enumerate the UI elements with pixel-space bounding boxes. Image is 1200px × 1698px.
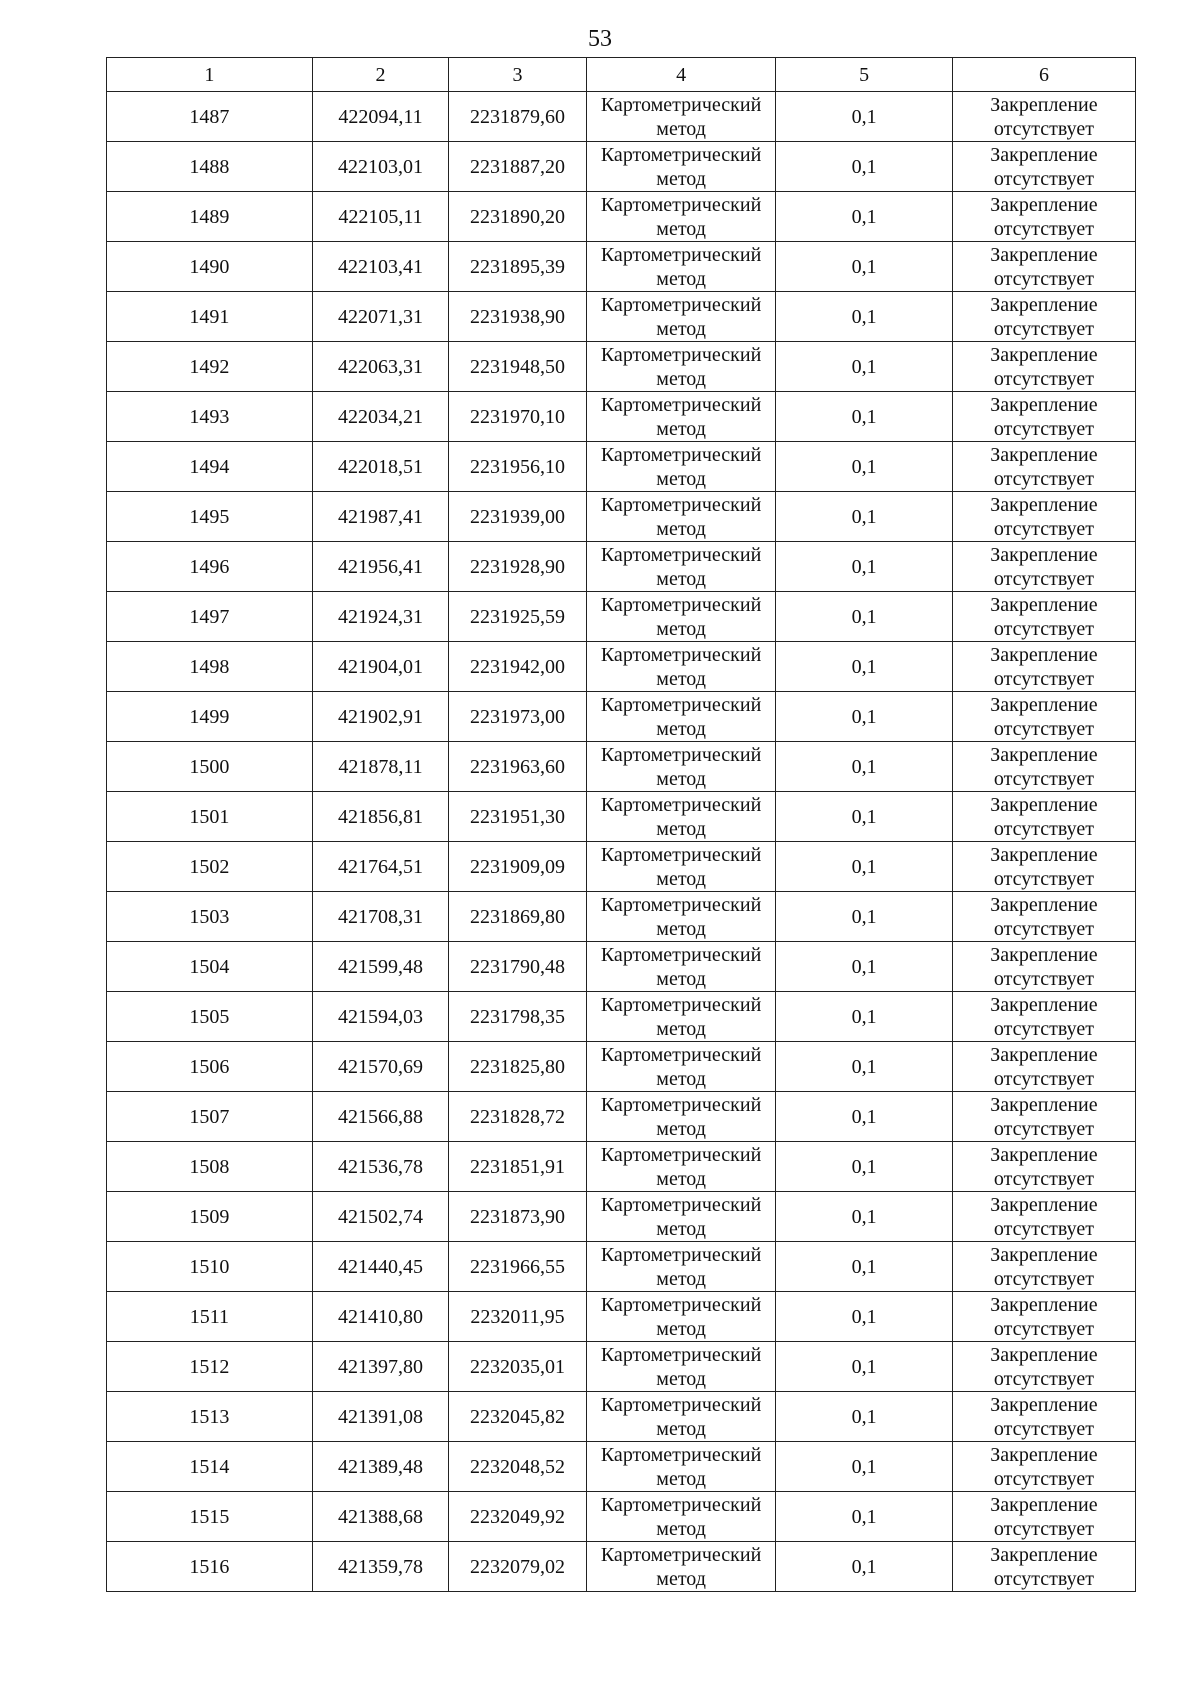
point-number-cell: 1503 (107, 892, 313, 942)
fixing-cell: Закрепление отсутствует (952, 842, 1135, 892)
y-coordinate-cell: 2231948,50 (449, 342, 587, 392)
x-coordinate-cell: 421389,48 (312, 1442, 448, 1492)
fixing-cell: Закрепление отсутствует (952, 1242, 1135, 1292)
point-number-cell: 1505 (107, 992, 313, 1042)
point-number-cell: 1516 (107, 1542, 313, 1592)
point-number-cell: 1510 (107, 1242, 313, 1292)
fixing-cell: Закрепление отсутствует (952, 692, 1135, 742)
table-row (107, 1492, 1136, 1542)
table-row (107, 1092, 1136, 1142)
point-number-cell: 1497 (107, 592, 313, 642)
column-header-4: 4 (586, 58, 776, 92)
fixing-cell: Закрепление отсутствует (952, 292, 1135, 342)
x-coordinate-cell: 422018,51 (312, 442, 448, 492)
x-coordinate-cell: 422103,41 (312, 242, 448, 292)
y-coordinate-cell: 2231790,48 (449, 942, 587, 992)
method-cell: Картометрический метод (586, 1092, 776, 1142)
table-row (107, 592, 1136, 642)
table-row (107, 342, 1136, 392)
fixing-cell: Закрепление отсутствует (952, 1492, 1135, 1542)
table-row (107, 1242, 1136, 1292)
point-number-cell: 1487 (107, 92, 313, 142)
accuracy-cell: 0,1 (776, 1142, 953, 1192)
fixing-cell: Закрепление отсутствует (952, 392, 1135, 442)
fixing-cell: Закрепление отсутствует (952, 742, 1135, 792)
accuracy-cell: 0,1 (776, 992, 953, 1042)
method-cell: Картометрический метод (586, 1142, 776, 1192)
table-row (107, 892, 1136, 942)
point-number-cell: 1493 (107, 392, 313, 442)
page-number: 53 (588, 26, 612, 52)
table-row (107, 492, 1136, 542)
table-row (107, 842, 1136, 892)
accuracy-cell: 0,1 (776, 292, 953, 342)
x-coordinate-cell: 422071,31 (312, 292, 448, 342)
y-coordinate-cell: 2231939,00 (449, 492, 587, 542)
accuracy-cell: 0,1 (776, 942, 953, 992)
method-cell: Картометрический метод (586, 1492, 776, 1542)
x-coordinate-cell: 421536,78 (312, 1142, 448, 1192)
method-cell: Картометрический метод (586, 592, 776, 642)
accuracy-cell: 0,1 (776, 1392, 953, 1442)
point-number-cell: 1506 (107, 1042, 313, 1092)
accuracy-cell: 0,1 (776, 742, 953, 792)
point-number-cell: 1494 (107, 442, 313, 492)
x-coordinate-cell: 421904,01 (312, 642, 448, 692)
column-header-5: 5 (776, 58, 953, 92)
fixing-cell: Закрепление отсутствует (952, 1142, 1135, 1192)
coordinates-table (106, 57, 1136, 1592)
x-coordinate-cell: 422103,01 (312, 142, 448, 192)
point-number-cell: 1498 (107, 642, 313, 692)
fixing-cell: Закрепление отсутствует (952, 792, 1135, 842)
x-coordinate-cell: 421599,48 (312, 942, 448, 992)
y-coordinate-cell: 2232011,95 (449, 1292, 587, 1342)
accuracy-cell: 0,1 (776, 542, 953, 592)
table-row (107, 1292, 1136, 1342)
y-coordinate-cell: 2231951,30 (449, 792, 587, 842)
method-cell: Картометрический метод (586, 1442, 776, 1492)
fixing-cell: Закрепление отсутствует (952, 592, 1135, 642)
accuracy-cell: 0,1 (776, 242, 953, 292)
method-cell: Картометрический метод (586, 1542, 776, 1592)
table-row (107, 192, 1136, 242)
fixing-cell: Закрепление отсутствует (952, 492, 1135, 542)
fixing-cell: Закрепление отсутствует (952, 1442, 1135, 1492)
x-coordinate-cell: 421987,41 (312, 492, 448, 542)
y-coordinate-cell: 2231973,00 (449, 692, 587, 742)
y-coordinate-cell: 2231942,00 (449, 642, 587, 692)
y-coordinate-cell: 2231895,39 (449, 242, 587, 292)
y-coordinate-cell: 2232048,52 (449, 1442, 587, 1492)
fixing-cell: Закрепление отсутствует (952, 1192, 1135, 1242)
table-row (107, 992, 1136, 1042)
y-coordinate-cell: 2231828,72 (449, 1092, 587, 1142)
y-coordinate-cell: 2231925,59 (449, 592, 587, 642)
point-number-cell: 1507 (107, 1092, 313, 1142)
fixing-cell: Закрепление отсутствует (952, 442, 1135, 492)
accuracy-cell: 0,1 (776, 642, 953, 692)
fixing-cell: Закрепление отсутствует (952, 1292, 1135, 1342)
point-number-cell: 1508 (107, 1142, 313, 1192)
accuracy-cell: 0,1 (776, 1042, 953, 1092)
point-number-cell: 1502 (107, 842, 313, 892)
fixing-cell: Закрепление отсутствует (952, 142, 1135, 192)
point-number-cell: 1491 (107, 292, 313, 342)
accuracy-cell: 0,1 (776, 442, 953, 492)
x-coordinate-cell: 421566,88 (312, 1092, 448, 1142)
method-cell: Картометрический метод (586, 492, 776, 542)
accuracy-cell: 0,1 (776, 1292, 953, 1342)
table-row (107, 642, 1136, 692)
accuracy-cell: 0,1 (776, 1192, 953, 1242)
method-cell: Картометрический метод (586, 442, 776, 492)
method-cell: Картометрический метод (586, 942, 776, 992)
column-header-3: 3 (449, 58, 587, 92)
x-coordinate-cell: 421856,81 (312, 792, 448, 842)
y-coordinate-cell: 2231963,60 (449, 742, 587, 792)
y-coordinate-cell: 2231966,55 (449, 1242, 587, 1292)
accuracy-cell: 0,1 (776, 892, 953, 942)
fixing-cell: Закрепление отсутствует (952, 92, 1135, 142)
method-cell: Картометрический метод (586, 992, 776, 1042)
fixing-cell: Закрепление отсутствует (952, 242, 1135, 292)
method-cell: Картометрический метод (586, 742, 776, 792)
accuracy-cell: 0,1 (776, 92, 953, 142)
accuracy-cell: 0,1 (776, 1342, 953, 1392)
y-coordinate-cell: 2231890,20 (449, 192, 587, 242)
table-row (107, 692, 1136, 742)
point-number-cell: 1512 (107, 1342, 313, 1392)
method-cell: Картометрический метод (586, 1292, 776, 1342)
y-coordinate-cell: 2231928,90 (449, 542, 587, 592)
accuracy-cell: 0,1 (776, 692, 953, 742)
y-coordinate-cell: 2231938,90 (449, 292, 587, 342)
y-coordinate-cell: 2231851,91 (449, 1142, 587, 1192)
accuracy-cell: 0,1 (776, 1092, 953, 1142)
method-cell: Картометрический метод (586, 1242, 776, 1292)
accuracy-cell: 0,1 (776, 1442, 953, 1492)
fixing-cell: Закрепление отсутствует (952, 342, 1135, 392)
table-row (107, 442, 1136, 492)
x-coordinate-cell: 421388,68 (312, 1492, 448, 1542)
x-coordinate-cell: 421397,80 (312, 1342, 448, 1392)
method-cell: Картометрический метод (586, 842, 776, 892)
point-number-cell: 1501 (107, 792, 313, 842)
x-coordinate-cell: 421440,45 (312, 1242, 448, 1292)
point-number-cell: 1490 (107, 242, 313, 292)
x-coordinate-cell: 421902,91 (312, 692, 448, 742)
y-coordinate-cell: 2232079,02 (449, 1542, 587, 1592)
point-number-cell: 1495 (107, 492, 313, 542)
y-coordinate-cell: 2231970,10 (449, 392, 587, 442)
x-coordinate-cell: 421391,08 (312, 1392, 448, 1442)
x-coordinate-cell: 421924,31 (312, 592, 448, 642)
x-coordinate-cell: 421878,11 (312, 742, 448, 792)
fixing-cell: Закрепление отсутствует (952, 642, 1135, 692)
table-header (107, 58, 1136, 92)
x-coordinate-cell: 422105,11 (312, 192, 448, 242)
accuracy-cell: 0,1 (776, 1492, 953, 1542)
point-number-cell: 1514 (107, 1442, 313, 1492)
method-cell: Картометрический метод (586, 792, 776, 842)
fixing-cell: Закрепление отсутствует (952, 1342, 1135, 1392)
table-row (107, 742, 1136, 792)
table-row (107, 942, 1136, 992)
table-row (107, 392, 1136, 442)
table-row (107, 292, 1136, 342)
table-row (107, 792, 1136, 842)
point-number-cell: 1513 (107, 1392, 313, 1442)
accuracy-cell: 0,1 (776, 342, 953, 392)
x-coordinate-cell: 421708,31 (312, 892, 448, 942)
x-coordinate-cell: 422034,21 (312, 392, 448, 442)
column-header-2: 2 (312, 58, 448, 92)
column-header-6: 6 (952, 58, 1135, 92)
y-coordinate-cell: 2232035,01 (449, 1342, 587, 1392)
header-row (107, 58, 1136, 92)
point-number-cell: 1489 (107, 192, 313, 242)
method-cell: Картометрический метод (586, 542, 776, 592)
point-number-cell: 1500 (107, 742, 313, 792)
point-number-cell: 1492 (107, 342, 313, 392)
fixing-cell: Закрепление отсутствует (952, 1092, 1135, 1142)
accuracy-cell: 0,1 (776, 1542, 953, 1592)
y-coordinate-cell: 2231825,80 (449, 1042, 587, 1092)
point-number-cell: 1499 (107, 692, 313, 742)
table-row (107, 1392, 1136, 1442)
x-coordinate-cell: 421410,80 (312, 1292, 448, 1342)
point-number-cell: 1496 (107, 542, 313, 592)
y-coordinate-cell: 2231798,35 (449, 992, 587, 1042)
x-coordinate-cell: 422063,31 (312, 342, 448, 392)
fixing-cell: Закрепление отсутствует (952, 992, 1135, 1042)
point-number-cell: 1515 (107, 1492, 313, 1542)
x-coordinate-cell: 421956,41 (312, 542, 448, 592)
method-cell: Картометрический метод (586, 642, 776, 692)
x-coordinate-cell: 421594,03 (312, 992, 448, 1042)
y-coordinate-cell: 2232045,82 (449, 1392, 587, 1442)
method-cell: Картометрический метод (586, 142, 776, 192)
method-cell: Картометрический метод (586, 292, 776, 342)
method-cell: Картометрический метод (586, 1342, 776, 1392)
method-cell: Картометрический метод (586, 242, 776, 292)
method-cell: Картометрический метод (586, 92, 776, 142)
table-row (107, 242, 1136, 292)
table-row (107, 1042, 1136, 1092)
y-coordinate-cell: 2231909,09 (449, 842, 587, 892)
table-row (107, 1192, 1136, 1242)
column-header-1: 1 (107, 58, 313, 92)
point-number-cell: 1488 (107, 142, 313, 192)
fixing-cell: Закрепление отсутствует (952, 1042, 1135, 1092)
y-coordinate-cell: 2231869,80 (449, 892, 587, 942)
fixing-cell: Закрепление отсутствует (952, 942, 1135, 992)
point-number-cell: 1504 (107, 942, 313, 992)
accuracy-cell: 0,1 (776, 842, 953, 892)
method-cell: Картометрический метод (586, 1192, 776, 1242)
method-cell: Картометрический метод (586, 1042, 776, 1092)
accuracy-cell: 0,1 (776, 792, 953, 842)
method-cell: Картометрический метод (586, 342, 776, 392)
method-cell: Картометрический метод (586, 892, 776, 942)
table-row (107, 1442, 1136, 1492)
fixing-cell: Закрепление отсутствует (952, 1392, 1135, 1442)
table-row (107, 1142, 1136, 1192)
fixing-cell: Закрепление отсутствует (952, 542, 1135, 592)
x-coordinate-cell: 421570,69 (312, 1042, 448, 1092)
x-coordinate-cell: 421502,74 (312, 1192, 448, 1242)
table-row (107, 1342, 1136, 1392)
table-row (107, 142, 1136, 192)
fixing-cell: Закрепление отсутствует (952, 892, 1135, 942)
accuracy-cell: 0,1 (776, 192, 953, 242)
x-coordinate-cell: 421359,78 (312, 1542, 448, 1592)
accuracy-cell: 0,1 (776, 392, 953, 442)
x-coordinate-cell: 422094,11 (312, 92, 448, 142)
table-row (107, 92, 1136, 142)
table-row (107, 542, 1136, 592)
method-cell: Картометрический метод (586, 192, 776, 242)
y-coordinate-cell: 2231873,90 (449, 1192, 587, 1242)
y-coordinate-cell: 2231887,20 (449, 142, 587, 192)
accuracy-cell: 0,1 (776, 492, 953, 542)
table-row (107, 1542, 1136, 1592)
y-coordinate-cell: 2231956,10 (449, 442, 587, 492)
accuracy-cell: 0,1 (776, 142, 953, 192)
method-cell: Картометрический метод (586, 392, 776, 442)
accuracy-cell: 0,1 (776, 592, 953, 642)
point-number-cell: 1511 (107, 1292, 313, 1342)
table-body (107, 92, 1136, 1592)
point-number-cell: 1509 (107, 1192, 313, 1242)
y-coordinate-cell: 2231879,60 (449, 92, 587, 142)
method-cell: Картометрический метод (586, 1392, 776, 1442)
y-coordinate-cell: 2232049,92 (449, 1492, 587, 1542)
fixing-cell: Закрепление отсутствует (952, 192, 1135, 242)
fixing-cell: Закрепление отсутствует (952, 1542, 1135, 1592)
method-cell: Картометрический метод (586, 692, 776, 742)
accuracy-cell: 0,1 (776, 1242, 953, 1292)
x-coordinate-cell: 421764,51 (312, 842, 448, 892)
